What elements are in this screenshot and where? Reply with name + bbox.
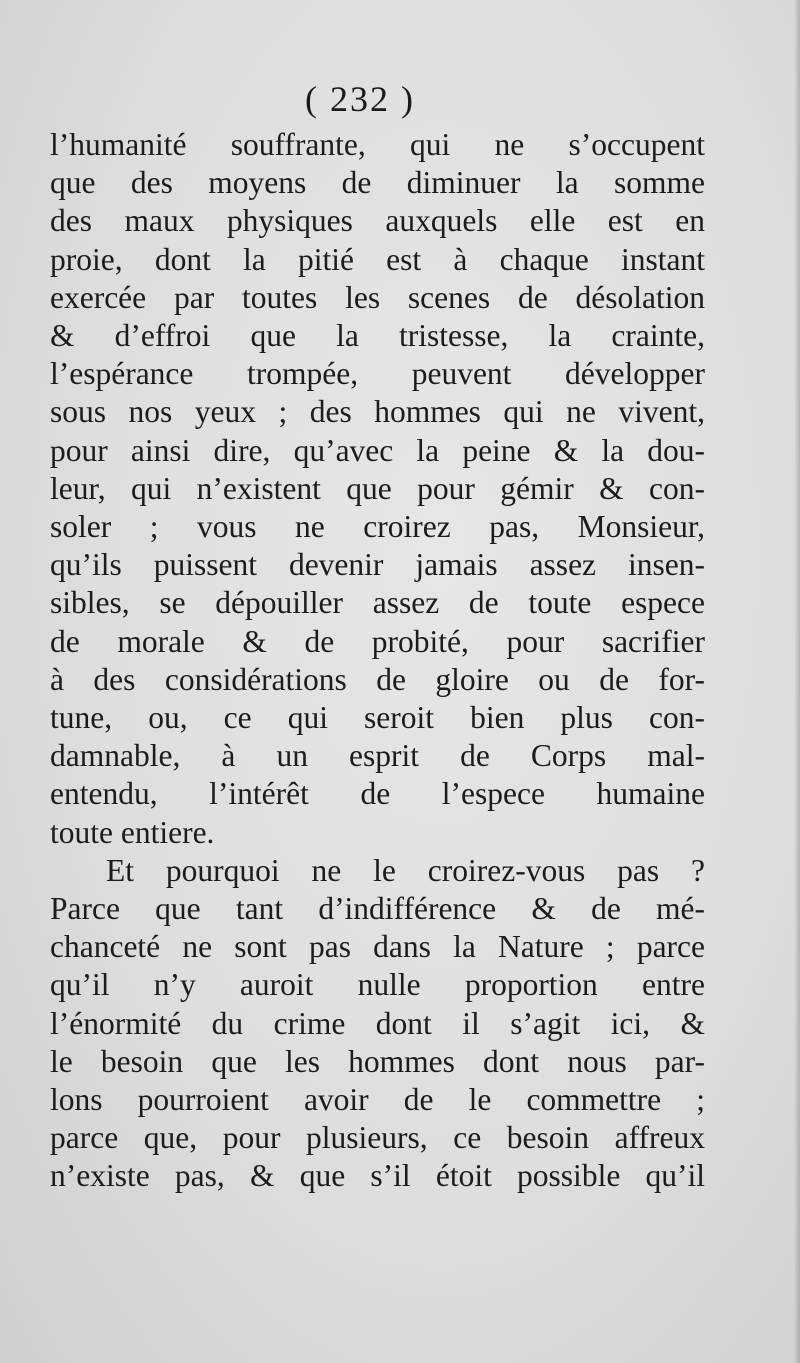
text-line: sibles, se dépouiller assez de toute espece bbox=[50, 585, 705, 621]
text-line: toute entiere. bbox=[50, 814, 215, 850]
text-line: Parce que tant d’indifférence & de mé- bbox=[50, 891, 705, 927]
text-line: des maux physiques auxquels elle est en bbox=[50, 203, 705, 239]
text-line: parce que, pour plusieurs, ce besoin affreux bbox=[50, 1120, 705, 1156]
text-line: de morale & de probité, pour sacrifier bbox=[50, 623, 705, 659]
text-line: exercée par toutes les scenes de désolation bbox=[50, 279, 705, 315]
text-line: tune, ou, ce qui seroit bien plus con- bbox=[50, 700, 705, 736]
text-line: pour ainsi dire, qu’avec la peine & la dou- bbox=[50, 432, 705, 468]
page-number: ( 232 ) bbox=[305, 79, 415, 119]
text-line: sous nos yeux ; des hommes qui ne vivent, bbox=[50, 394, 705, 430]
text-line: & d’effroi que la tristesse, la crainte, bbox=[50, 318, 705, 354]
text-line: l’énormité du crime dont il s’agit ici, & bbox=[50, 1005, 705, 1041]
text-line: chanceté ne sont pas dans la Nature ; parce bbox=[50, 929, 705, 965]
text-line: entendu, l’intérêt de l’espece humaine bbox=[50, 776, 705, 812]
text-line: leur, qui n’existent que pour gémir & con- bbox=[50, 470, 705, 506]
text-line: l’espérance trompée, peuvent développer bbox=[50, 356, 705, 392]
text-line: que des moyens de diminuer la somme bbox=[50, 165, 705, 201]
text-line: proie, dont la pitié est à chaque instant bbox=[50, 241, 705, 277]
text-line: à des considérations de gloire ou de for- bbox=[50, 661, 705, 697]
text-line: soler ; vous ne croirez pas, Monsieur, bbox=[50, 509, 705, 545]
text-line: n’existe pas, & que s’il étoit possible qu’il bbox=[50, 1158, 705, 1194]
text-line: qu’ils puissent devenir jamais assez insen- bbox=[50, 547, 705, 583]
body-text bbox=[50, 126, 705, 1196]
text-line: le besoin que les hommes dont nous par- bbox=[50, 1043, 705, 1079]
text-line: qu’il n’y auroit nulle proportion entre bbox=[50, 967, 705, 1003]
text-line: Et pourquoi ne le croirez-vous pas ? bbox=[106, 852, 705, 888]
text-line: l’humanité souffrante, qui ne s’occupent bbox=[50, 127, 705, 162]
text-line: damnable, à un esprit de Corps mal- bbox=[50, 738, 705, 774]
page-edge-shadow bbox=[794, 0, 800, 1363]
text-line: lons pourroient avoir de le commettre ; bbox=[50, 1082, 705, 1118]
